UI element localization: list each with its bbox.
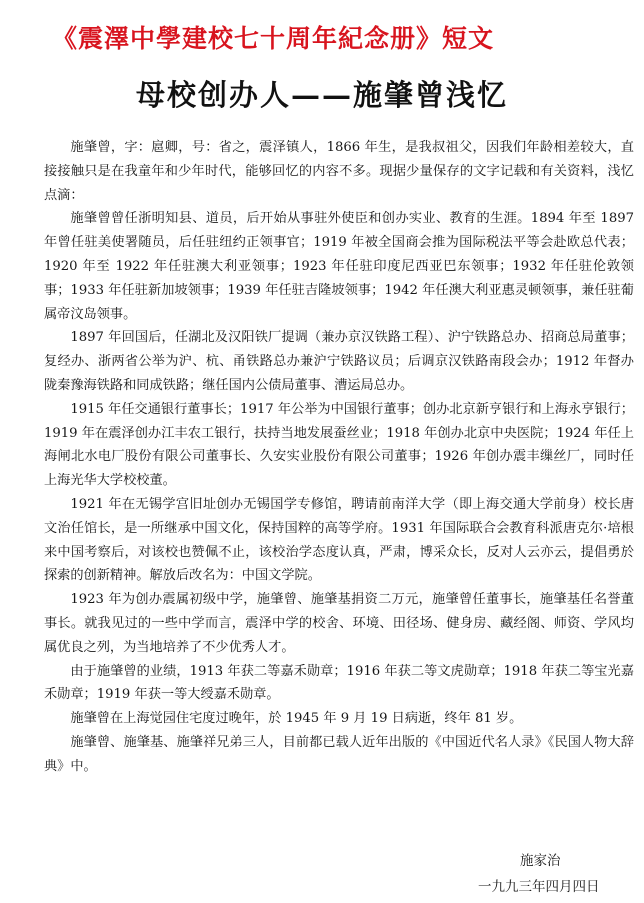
paragraph-zhenze-middle-school: 1923 年为创办震属初级中学，施肇曾、施肇基捐资二万元，施肇曾任董事长，施肇基任名誉董事长。就我见过的一些中学而言，震泽中学的校舍、环境、田径场、健身房、藏经阁、师资、学风均属优良之列，为当地培养了不少优秀人才。 — [44, 592, 634, 655]
paragraph-railway-career: 1897 年回国后，任湖北及汉阳铁厂提调（兼办京汉铁路工程）、沪宁铁路总办、招商总局董事；复经办、浙两省公举为沪、杭、甬铁路总办兼沪宁铁路议员；后调京汉铁路南段会办；1912 年督办陇秦豫海铁路和同成铁路；继任国内公债局董事、漕运局总办。 — [44, 330, 634, 393]
paragraph-banking-industry: 1915 年任交通银行董事长；1917 年公举为中国银行董事；创办北京新亨银行和上海永亨银行；1919 年在震泽创办江丰农工银行，扶持当地发展蚕丝业；1918 年创办北京中央医院；1924 年任上海闸北水电厂股份有限公司董事长、久安实业股份有限公司董事；1926 年创办震丰缫丝厂，同时任上海光华大学校校董。 — [44, 401, 634, 489]
article-title: 母校创办人——施肇曾浅忆 — [135, 78, 508, 112]
paragraph-later-life: 施肇曾在上海觉园住宅度过晚年，於 1945 年 9 月 19 日病逝，终年 81 岁。 — [70, 711, 523, 727]
paragraph-diplomatic-career: 施肇曾曾任浙明知县、道员，后开始从事驻外使臣和创办实业、教育的生涯。1894 年至 1897 年曾任驻美使署随员，后任驻纽约正领事官；1919 年被全国商会推为国际税法平等会赴欧总代表；1920 年至 1922 年任驻澳大利亚领事；1923 年任驻印度尼西亚巴东领事；1932 年任驻伦敦领事；1933 年任驻新加坡领事；1939 年任驻吉隆坡领事；1942 年任澳大利亚惠灵顿领事，兼任驻葡属帝汶岛领事。 — [44, 211, 634, 322]
article-body — [44, 136, 634, 779]
paragraph-wuxi-school: 1921 年在无锡学宫旧址创办无锡国学专修馆，聘请前南洋大学（即上海交通大学前身）校长唐文治任馆长，是一所继承中国文化，保持国粹的高等学府。1931 年国际联合会教育科派唐克尔·培根来中国考察后，对该校也赞佩不止，该校治学态度认真，严肃，博采众长，反对人云亦云，提倡勇於探索的创新精神。解放后改名为：中国文学院。 — [44, 496, 634, 584]
paragraph-medals: 由于施肇曾的业绩，1913 年获二等嘉禾勋章；1916 年获二等文虎勋章；1918 年获二等宝光嘉禾勋章；1919 年获一等大绶嘉禾勋章。 — [44, 663, 634, 703]
author-signature: 施家治 — [520, 853, 561, 869]
book-title-header: 《震澤中學建校七十周年紀念册》短文 — [52, 24, 495, 53]
article-date: 一九九三年四月四日 — [478, 879, 600, 895]
paragraph-brothers: 施肇曾、施肇基、施肇祥兄弟三人，目前都已载人近年出版的《中国近代名人录》《民国人物大辞典》中。 — [44, 734, 634, 774]
paragraph-intro: 施肇曾，字：扈卿，号：省之，震泽镇人，1866 年生，是我叔祖父，因我们年龄相差较大，直接接触只是在我童年和少年时代，能够回忆的内容不多。现据少量保存的文字记载和有关资料，浅忆点滴： — [44, 140, 634, 203]
